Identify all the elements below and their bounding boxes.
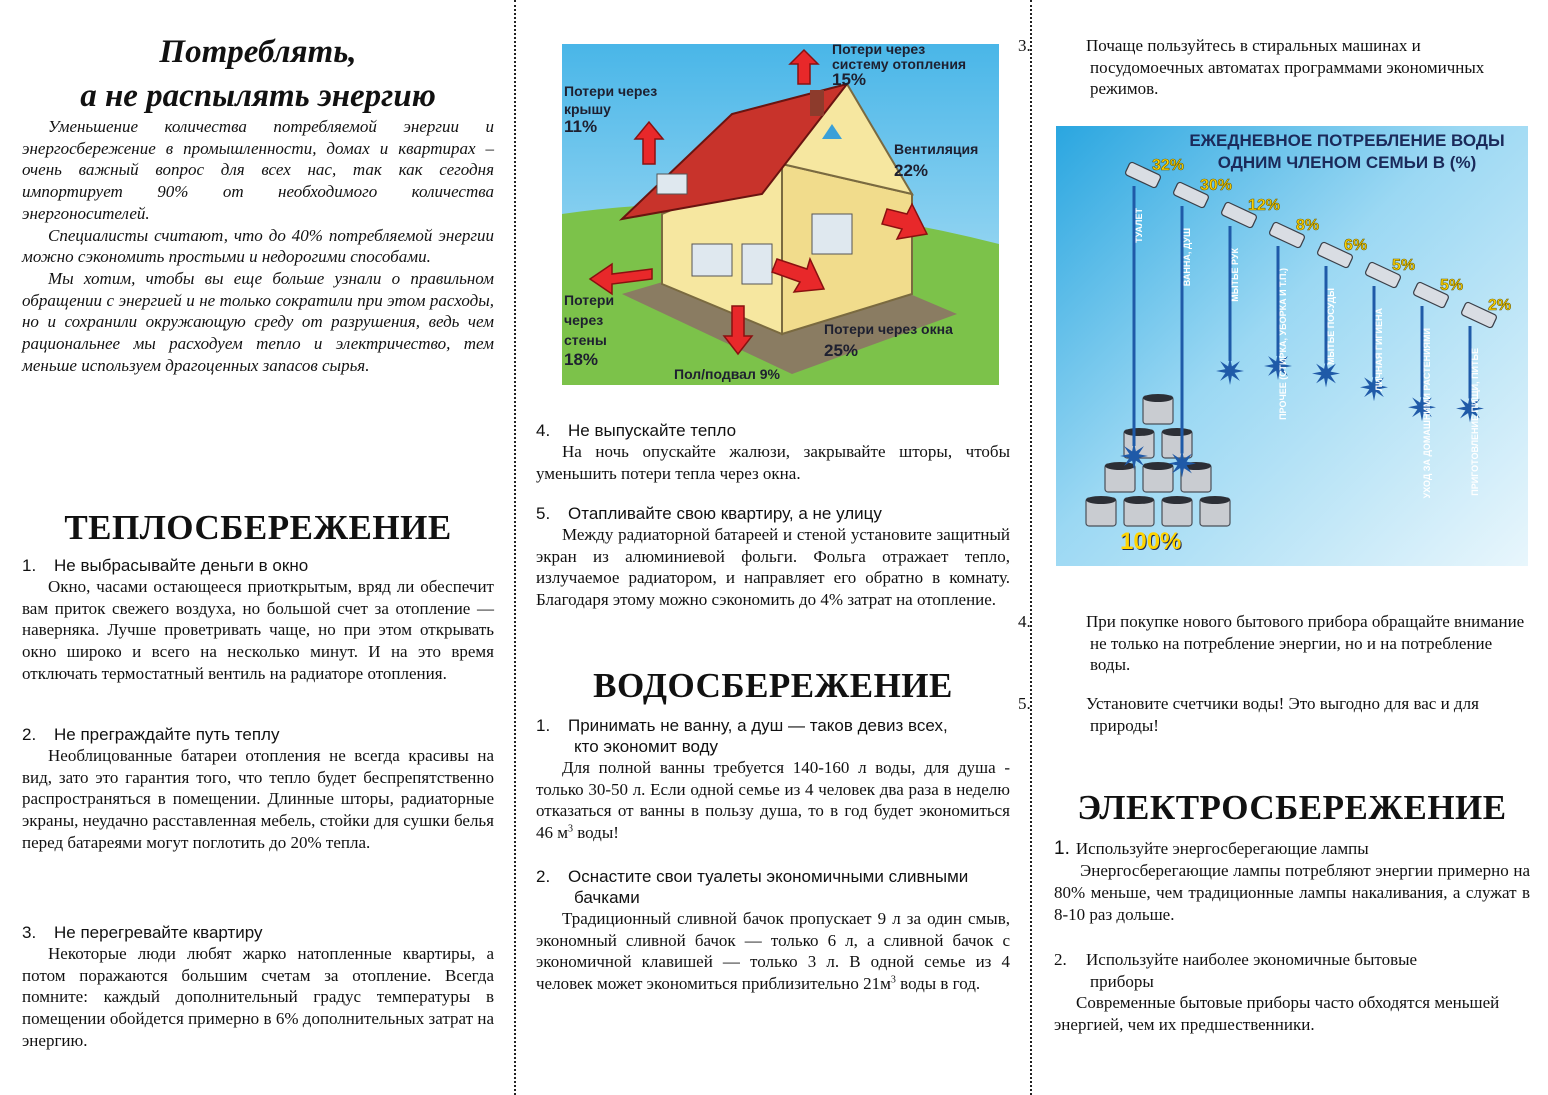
tip-text-main: Традиционный сливной бачок пропускает 9 л за один смыв, экономный сливной бачок — только 6 л, а сливной бачок с экономичной клавишей — только 3 л. В одной семье из 4 человек может экономиться приблизительно 21м <box>536 909 1010 994</box>
ventilation-text: Вентиляция <box>894 141 979 157</box>
walls-value: 18% <box>564 350 599 369</box>
roof-value: 11% <box>564 117 598 136</box>
tip-text: Современные бытовые приборы часто обходятся меньшей энергией, чем их предшественники. <box>1054 993 1500 1034</box>
chart-total-label: 100% <box>1120 528 1182 555</box>
chart-plot <box>1056 126 1528 566</box>
cubic-superscript: 3 <box>890 974 896 986</box>
tip-title-line-2: кто экономит воду <box>574 737 719 756</box>
tip-number: 2. <box>1054 950 1067 969</box>
category-label-1: ТУАЛЕТ <box>1134 208 1144 243</box>
category-label-4: ПРОЧЕЕ (СТИРКА, УБОРКА И Т.П.) <box>1278 268 1288 420</box>
tip-number: 5. <box>1018 694 1031 713</box>
roof-label-line-2: крышу <box>564 101 611 117</box>
chart-title-text: ЕЖЕДНЕВНОЕ ПОТРЕБЛЕНИЕ ВОДЫ ОДНИМ ЧЛЕНОМ СЕМЬИ В (%) <box>1189 131 1505 172</box>
category-label-5: МЫТЬЕ ПОСУДЫ <box>1326 288 1336 365</box>
category-label-8: ПРИГОТОВЛЕНИЕ ПИЩИ, ПИТЬЕ <box>1470 348 1480 496</box>
tip-number: 4. <box>536 421 551 440</box>
bucket-top <box>1124 428 1154 436</box>
tip-title-line-2: приборы <box>1090 971 1154 991</box>
column-water-electro <box>1018 0 1530 1095</box>
tip-text: Почаще пользуйтесь в стиральных машинах и посудомоечных автоматах программами экономичных режимов. <box>1086 36 1485 98</box>
tip-number: 1. <box>536 716 551 735</box>
intro-paragraph-2: Специалисты считают, что до 40% потребляемой энергии можно сэкономить простыми и недорогими способами. <box>22 225 494 267</box>
value-label-7: 5% <box>1440 277 1464 294</box>
heat-tip-4 <box>536 420 1010 484</box>
value-label-1: 32% <box>1152 157 1185 174</box>
walls-label-line-1: Потери <box>564 292 615 308</box>
tip-number: 1. <box>22 556 37 575</box>
intro <box>22 116 494 376</box>
water-tip-5 <box>1018 693 1530 736</box>
tip-text-main: Для полной ванны требуется 140-160 л воды, для душа - только 30-50 л. Если одной семье из 4 человек два раза в неделю отказаться от ванны в пользу душа, то в год будет экономиться 46 м <box>536 758 1010 843</box>
tip-number: 2. <box>22 725 37 744</box>
roof-label-line-1: Потери через <box>564 83 658 99</box>
bucket-top <box>1200 496 1230 504</box>
heat-heading: ТЕПЛОСБЕРЕЖЕНИЕ <box>64 508 452 547</box>
intro-paragraph-3: Мы хотим, чтобы вы еще больше узнали о правильном обращении с энергией и не только сократили при этом расходы, но и сохранили окружающую среду от разрушения, ведь чем рациональнее мы расходуем тепло и электричество, тем меньше используем драгоценных запасов сырья. <box>22 268 494 375</box>
value-label-3: 12% <box>1248 197 1281 214</box>
tip-number: 3. <box>1018 36 1031 55</box>
column-heat <box>22 0 494 1095</box>
column-divider-2 <box>1030 0 1032 1095</box>
tip-title: Не выпускайте тепло <box>568 421 737 440</box>
column-water <box>536 0 1010 1095</box>
roof-loss-label <box>564 82 657 136</box>
tip-title-line-1: Принимать не ванну, а душ — таков девиз всех, <box>568 716 948 735</box>
electro-tip-1 <box>1054 838 1530 926</box>
tip-title-line-1: Оснастите свои туалеты экономичными сливными <box>568 867 969 886</box>
tip-text: Необлицованные батареи отопления не всегда красивы на вид, зато это гарантия того, что тепло будет беспрепятственно распространяться в помещении. Длинные шторы, радиаторные экраны, неудачно расставленная мебель, стойки для сушки белья перед батареями могут поглотить до 20% тепла. <box>22 746 494 852</box>
bucket-top <box>1105 462 1135 470</box>
heating-label-line-1: Потери через <box>832 44 926 57</box>
tip-text: На ночь опускайте жалюзи, закрывайте шторы, чтобы уменьшить потери тепла через окна. <box>536 442 1010 483</box>
bucket-top <box>1143 462 1173 470</box>
water-tip-4 <box>1018 611 1530 676</box>
electro-heading: ЭЛЕКТРОСБЕРЕЖЕНИЕ <box>1077 788 1507 827</box>
bucket-top <box>1162 428 1192 436</box>
water-consumption-chart <box>1056 126 1528 566</box>
tip-text-end: воды! <box>573 823 619 843</box>
heat-tip-1 <box>22 555 494 685</box>
value-label-2: 30% <box>1200 177 1233 194</box>
electro-tip-2 <box>1054 949 1530 1035</box>
page-title <box>22 30 494 118</box>
tip-number: 5. <box>536 504 551 523</box>
tip-text: Между радиаторной батареей и стеной установите защитный экран из алюминиевой фольги. Фольга отражает тепло, излучаемое радиатором, и направляет его обратно в комнату. Благодаря этому можно сэкономить до 4% затрат на отопление. <box>536 525 1010 610</box>
tip-title-line-1: Используйте наиболее экономичные бытовые <box>1086 950 1418 969</box>
water-tip-3 <box>1018 35 1530 100</box>
bucket-top <box>1143 394 1173 402</box>
tip-title: Не выбрасывайте деньги в окно <box>54 556 309 575</box>
tip-title: Не перегревайте квартиру <box>54 923 263 942</box>
tip-text-end: воды в год. <box>895 974 981 994</box>
category-label-7: УХОД ЗА ДОМАШНИМИ РАСТЕНИЯМИ <box>1422 328 1432 499</box>
tip-text: Установите счетчики воды! Это выгодно для вас и для природы! <box>1086 694 1479 735</box>
value-label-4: 8% <box>1296 217 1320 234</box>
category-label-6: ЛИЧНАЯ ГИГИЕНА <box>1374 308 1384 392</box>
tip-number: 1. <box>1054 838 1070 859</box>
tip-text <box>536 757 1010 844</box>
ventilation-label <box>894 138 978 182</box>
walls-label-line-3: стены <box>564 332 607 348</box>
bucket-top <box>1162 496 1192 504</box>
heating-label-line-2: систему отопления <box>832 56 967 72</box>
splash-3 <box>1216 357 1244 385</box>
heat-tip-3 <box>22 922 494 1052</box>
ventilation-value: 22% <box>894 161 929 180</box>
heat-tip-2 <box>22 724 494 854</box>
windows-text: Потери через окна <box>824 321 953 337</box>
title-line-2: а не распылять энергию <box>80 78 436 114</box>
tip-number: 3. <box>22 923 37 942</box>
value-label-6: 5% <box>1392 257 1416 274</box>
cubic-superscript: 3 <box>568 823 574 835</box>
tip-text: Некоторые люди любят жарко натопленные квартиры, а потом поражаются большим счетам за отопление. Всегда помните: каждый дополнительный градус температуры в помещении обойдется примерно в 6% дополнительных затрат на энергию. <box>22 944 494 1050</box>
floor-loss-label: Пол/подвал 9% <box>674 366 780 382</box>
tip-title: Отапливайте свою квартиру, а не улицу <box>568 504 882 523</box>
value-label-5: 6% <box>1344 237 1368 254</box>
walls-loss-label <box>564 290 614 370</box>
windows-loss-label <box>824 318 953 362</box>
category-label-3: МЫТЬЕ РУК <box>1230 248 1240 302</box>
tip-text: Энергосберегающие лампы потребляют энергии примерно на 80% меньше, чем традиционные лампы накаливания, а служат в 8-10 раз дольше. <box>1054 860 1530 924</box>
tip-number: 2. <box>536 867 551 886</box>
water-tip-1 <box>536 715 1010 844</box>
category-label-2: ВАННА, ДУШ <box>1182 228 1192 287</box>
splash-2 <box>1168 450 1196 478</box>
windows-value: 25% <box>824 341 859 360</box>
walls-label-line-2: через <box>564 312 604 328</box>
value-label-8: 2% <box>1488 297 1512 314</box>
water-heading: ВОДОСБЕРЕЖЕНИЕ <box>593 666 953 705</box>
intro-paragraph-1: Уменьшение количества потребляемой энергии и энергосбережение в промышленности, домах и квартирах – очень важный вопрос для всех нас, так как сегодня импортирует 90% от необходимого количества энергоносителей. <box>22 117 494 223</box>
splash-1 <box>1120 442 1148 470</box>
tip-number: 4. <box>1018 612 1031 631</box>
tip-title: Используйте энергосберегающие лампы <box>1075 839 1369 858</box>
house-heat-loss-figure <box>562 44 999 385</box>
heating-value: 15% <box>832 70 867 89</box>
title-line-1: Потреблять, <box>159 34 357 70</box>
bucket-top <box>1124 496 1154 504</box>
heat-tip-5 <box>536 503 1010 611</box>
tip-text <box>536 908 1010 995</box>
tip-title: Не преграждайте путь теплу <box>54 725 280 744</box>
tip-text: При покупке нового бытового прибора обращайте внимание не только на потребление энергии, но и на потребление воды. <box>1086 612 1525 674</box>
heating-loss-label <box>832 44 966 87</box>
bucket-top <box>1086 496 1116 504</box>
tip-title-line-2: бачками <box>574 888 640 907</box>
water-tip-2 <box>536 866 1010 995</box>
tip-text: Окно, часами остающееся приоткрытым, вряд ли обеспечит вам приток свежего воздуха, но большой счет за отопление — наверняка. Лучше проветривать чаще, но при этом открывать окно широко и всего на несколько минут. И на это время отключать термостатный вентиль на радиаторе отопления. <box>22 577 494 683</box>
column-divider-1 <box>514 0 516 1095</box>
